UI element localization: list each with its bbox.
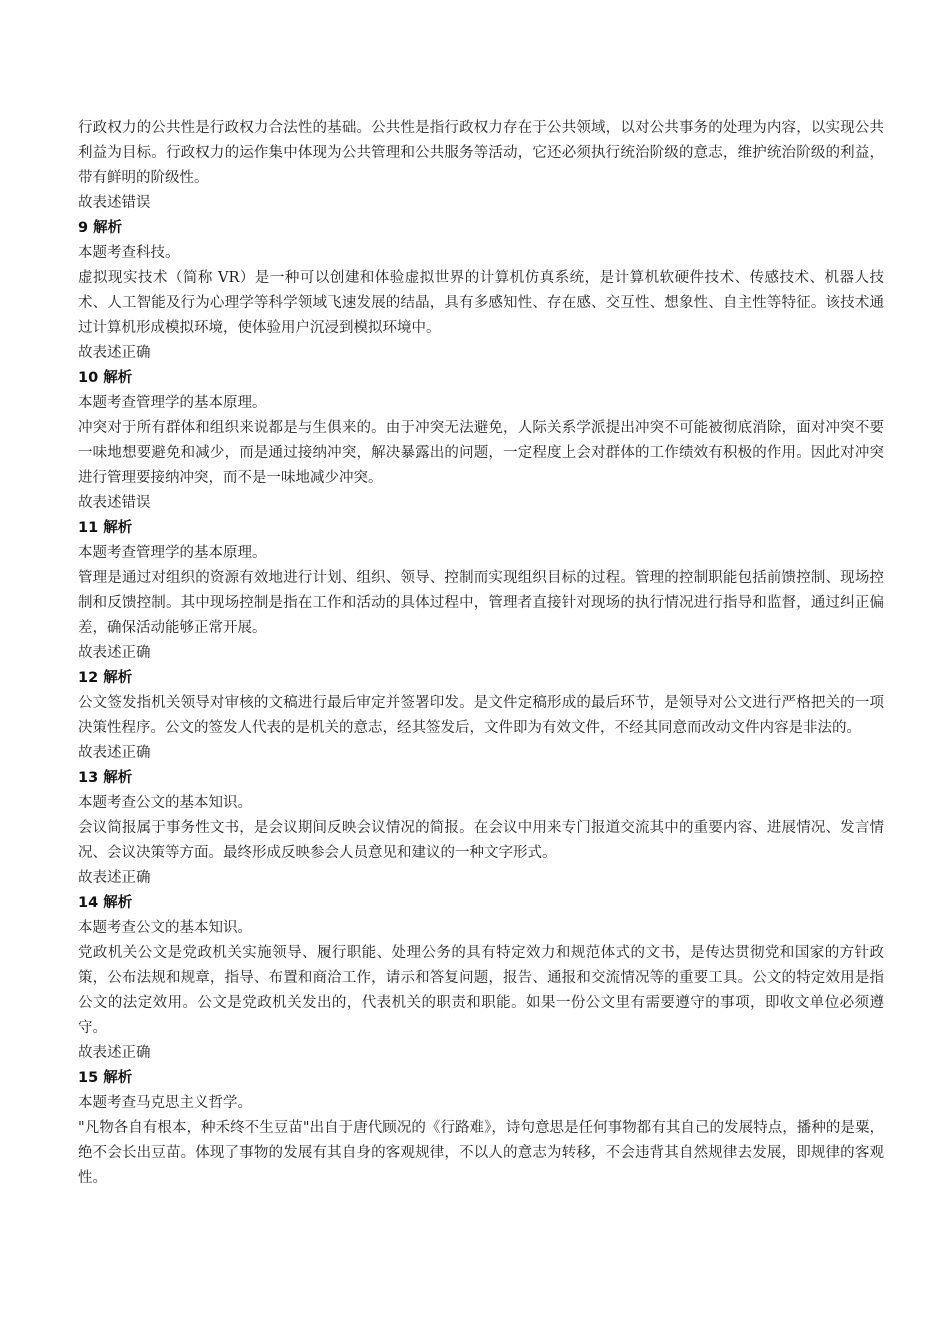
section-topic: 本题考查公文的基本知识。 — [78, 920, 252, 936]
section-heading: 14 解析 — [78, 895, 133, 911]
section-heading: 12 解析 — [78, 670, 133, 686]
section-heading: 9 解析 — [78, 220, 123, 236]
section-heading: 13 解析 — [78, 770, 133, 786]
section-conclusion: 故表述正确 — [78, 1045, 151, 1061]
section-9 — [78, 216, 884, 366]
section-topic: 本题考查管理学的基本原理。 — [78, 395, 267, 411]
section-11 — [78, 516, 884, 666]
document-page — [78, 116, 884, 1191]
section-heading: 10 解析 — [78, 370, 133, 386]
section-conclusion: 故表述正确 — [78, 345, 151, 361]
intro-conclusion: 故表述错误 — [78, 195, 151, 211]
section-conclusion: 故表述错误 — [78, 495, 151, 511]
section-10 — [78, 366, 884, 516]
intro-paragraph: 行政权力的公共性是行政权力合法性的基础。公共性是指行政权力存在于公共领域，以对公共事务的处理为内容，以实现公共利益为目标。行政权力的运作集中体现为公共管理和公共服务等活动，它还必须执行统治阶级的意志，维护统治阶级的利益，带有鲜明的阶级性。 — [78, 120, 884, 186]
section-body: 冲突对于所有群体和组织来说都是与生俱来的。由于冲突无法避免，人际关系学派提出冲突不可能被彻底消除，面对冲突不要一味地想要避免和减少，而是通过接纳冲突，解决暴露出的问题，一定程度上会对群体的工作绩效有积极的作用。因此对冲突进行管理要接纳冲突，而不是一味地减少冲突。 — [78, 420, 884, 486]
section-14 — [78, 891, 884, 1066]
section-body: 公文签发指机关领导对审核的文稿进行最后审定并签署印发。是文件定稿形成的最后环节，是领导对公文进行严格把关的一项决策性程序。公文的签发人代表的是机关的意志，经其签发后，文件即为有效文件，不经其同意而改动文件内容是非法的。 — [78, 695, 884, 736]
section-body: 虚拟现实技术（简称 VR）是一种可以创建和体验虚拟世界的计算机仿真系统，是计算机软硬件技术、传感技术、机器人技术、人工智能及行为心理学等科学领域飞速发展的结晶，具有多感知性、存在感、交互性、想象性、自主性等特征。该技术通过计算机形成模拟环境，使体验用户沉浸到模拟环境中。 — [78, 270, 884, 336]
section-13 — [78, 766, 884, 891]
section-body: "凡物各自有根本，种禾终不生豆苗"出自于唐代顾况的《行路难》，诗句意思是任何事物都有其自己的发展特点，播种的是粟，绝不会长出豆苗。体现了事物的发展有其自身的客观规律，不以人的意志为转移，不会违背其自然规律去发展，即规律的客观性。 — [78, 1120, 884, 1186]
section-conclusion: 故表述正确 — [78, 870, 151, 886]
section-topic: 本题考查管理学的基本原理。 — [78, 545, 267, 561]
section-body: 管理是通过对组织的资源有效地进行计划、组织、领导、控制而实现组织目标的过程。管理的控制职能包括前馈控制、现场控制和反馈控制。其中现场控制是指在工作和活动的具体过程中，管理者直接针对现场的执行情况进行指导和监督，通过纠正偏差，确保活动能够正常开展。 — [78, 570, 884, 636]
intro-block — [78, 116, 884, 216]
section-body: 会议简报属于事务性文书，是会议期间反映会议情况的简报。在会议中用来专门报道交流其中的重要内容、进展情况、发言情况、会议决策等方面。最终形成反映参会人员意见和建议的一种文字形式。 — [78, 820, 884, 861]
section-heading: 15 解析 — [78, 1070, 133, 1086]
section-heading: 11 解析 — [78, 520, 133, 536]
section-conclusion: 故表述正确 — [78, 745, 151, 761]
section-conclusion: 故表述正确 — [78, 645, 151, 661]
section-12 — [78, 666, 884, 766]
section-topic: 本题考查科技。 — [78, 245, 180, 261]
section-topic: 本题考查马克思主义哲学。 — [78, 1095, 252, 1111]
section-body: 党政机关公文是党政机关实施领导、履行职能、处理公务的具有特定效力和规范体式的文书，是传达贯彻党和国家的方针政策，公布法规和规章，指导、布置和商洽工作，请示和答复问题，报告、通报和交流情况等的重要工具。公文的特定效用是指公文的法定效用。公文是党政机关发出的，代表机关的职责和职能。如果一份公文里有需要遵守的事项，即收文单位必须遵守。 — [78, 945, 884, 1036]
section-topic: 本题考查公文的基本知识。 — [78, 795, 252, 811]
section-15 — [78, 1066, 884, 1191]
